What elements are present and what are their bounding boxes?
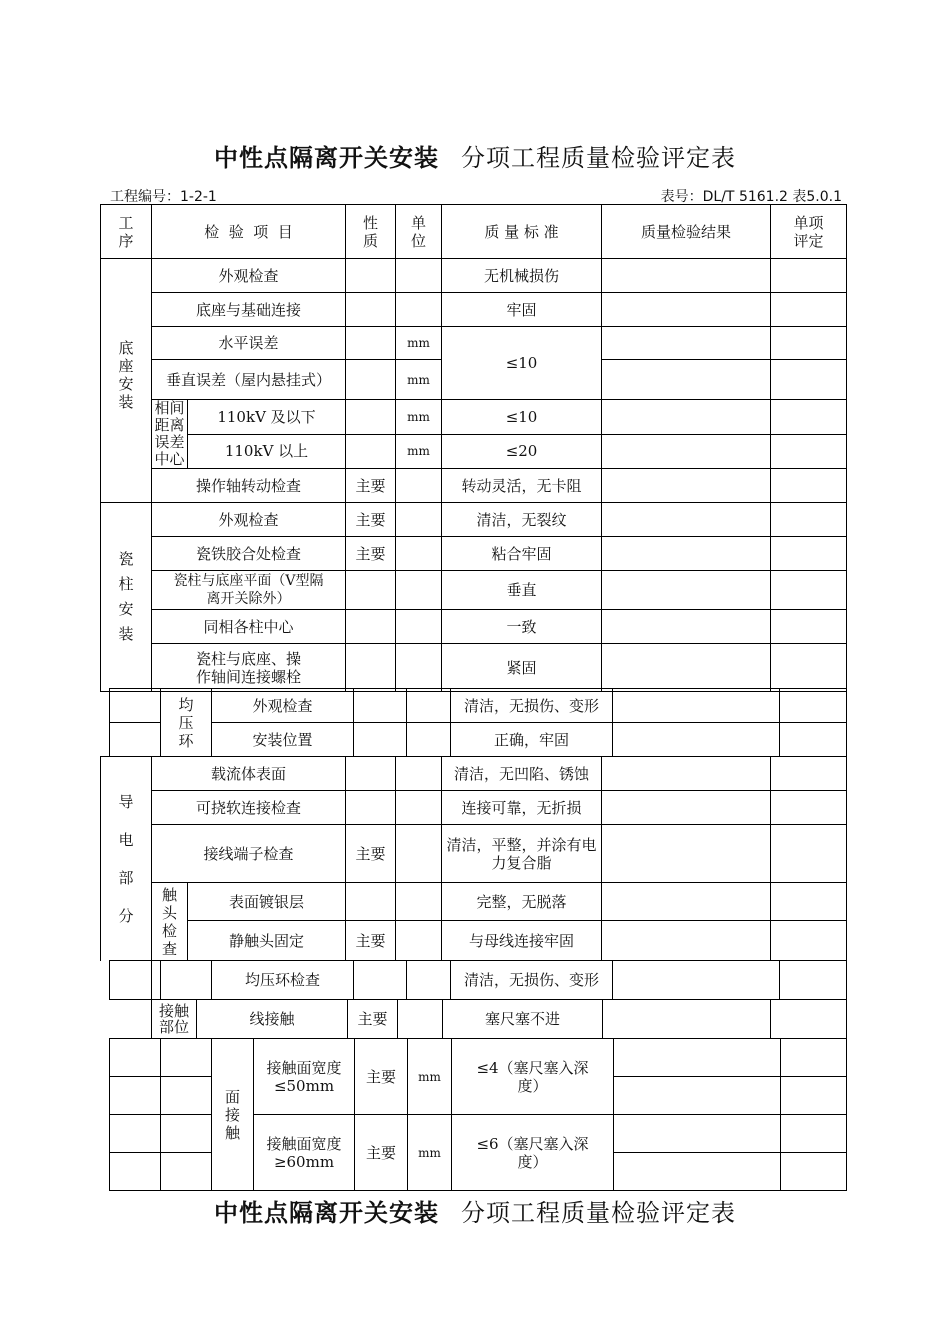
cell: [152, 961, 161, 1000]
eval-cell[interactable]: [781, 1039, 847, 1077]
result-cell[interactable]: [614, 1115, 781, 1153]
eval-cell[interactable]: [771, 360, 847, 400]
conductive-r1-item: 载流体表面: [152, 757, 346, 791]
conductive-r2-std: 连接可靠，无折损: [442, 791, 602, 825]
cell: [346, 791, 396, 825]
inspection-table-ring: [109, 688, 847, 757]
cell: [354, 723, 407, 757]
cell: [346, 400, 396, 435]
eval-cell[interactable]: [771, 825, 847, 883]
cell: [354, 961, 407, 1000]
group-ring: 均压环: [161, 689, 212, 757]
eval-cell[interactable]: [771, 610, 847, 644]
cell: [346, 571, 396, 610]
result-cell[interactable]: [602, 921, 771, 961]
conductive-r4-item: 表面镀银层: [188, 883, 346, 921]
eval-cell[interactable]: [771, 1000, 847, 1039]
porcelain-r5-std: 紧固: [442, 644, 602, 692]
title-bold-repeat: 中性点隔离开关安装: [214, 1199, 439, 1227]
header-result: 质量检验结果: [602, 205, 771, 259]
eval-cell[interactable]: [771, 571, 847, 610]
eval-cell[interactable]: [771, 469, 847, 503]
cell: [396, 644, 442, 692]
conductive-r8-item: 接触面宽度≤50mm: [254, 1039, 355, 1115]
eval-cell[interactable]: [771, 537, 847, 571]
cell: [110, 1077, 161, 1115]
result-cell[interactable]: [603, 1000, 771, 1039]
cell: [346, 434, 396, 469]
inspection-table-face-contact: [109, 1038, 847, 1191]
eval-cell[interactable]: [771, 259, 847, 293]
conductive-r7-std: 塞尺塞不进: [443, 1000, 603, 1039]
cell: [161, 1077, 212, 1115]
ring-r2-std: 正确，牢固: [451, 723, 613, 757]
result-cell[interactable]: [602, 434, 771, 469]
porcelain-r1-std: 清洁，无裂纹: [442, 503, 602, 537]
ring-r2-item: 安装位置: [212, 723, 354, 757]
base-r2-std: 牢固: [442, 293, 602, 327]
conductive-r9-nature: 主要: [355, 1115, 408, 1191]
cell: [396, 757, 442, 791]
base-r6-std: ≤20: [442, 434, 602, 469]
eval-cell[interactable]: [781, 1115, 847, 1153]
cell: [398, 1000, 443, 1039]
base-r6-unit: mm: [396, 434, 442, 469]
cell: [396, 293, 442, 327]
cell: [396, 259, 442, 293]
cell: [161, 961, 212, 1000]
conductive-r5-nature: 主要: [346, 921, 396, 961]
result-cell[interactable]: [602, 757, 771, 791]
base-r7-nature: 主要: [346, 469, 396, 503]
result-cell[interactable]: [602, 883, 771, 921]
eval-cell[interactable]: [771, 883, 847, 921]
base-r3-unit: mm: [396, 327, 442, 360]
cell: [161, 1153, 212, 1191]
conductive-r8-unit: mm: [408, 1039, 452, 1115]
result-cell[interactable]: [602, 537, 771, 571]
base-r4-unit: mm: [396, 360, 442, 400]
result-cell[interactable]: [614, 1153, 781, 1191]
cell: [346, 360, 396, 400]
conductive-r3-std: 清洁，平整，并涂有电力复合脂: [442, 825, 602, 883]
eval-cell[interactable]: [771, 757, 847, 791]
conductive-r4-std: 完整，无脱落: [442, 883, 602, 921]
result-cell[interactable]: [602, 360, 771, 400]
cell: [407, 961, 451, 1000]
porcelain-r2-nature: 主要: [346, 537, 396, 571]
result-cell[interactable]: [602, 610, 771, 644]
result-cell[interactable]: [602, 503, 771, 537]
face-group: 面接触: [212, 1039, 254, 1191]
cell: [407, 723, 451, 757]
cell: [110, 689, 161, 723]
base-r7-std: 转动灵活，无卡阻: [442, 469, 602, 503]
conductive-r9-unit: mm: [408, 1115, 452, 1191]
conductive-r5-std: 与母线连接牢固: [442, 921, 602, 961]
conductive-r7-nature: 主要: [348, 1000, 398, 1039]
cell: [346, 644, 396, 692]
eval-cell[interactable]: [780, 723, 847, 757]
result-cell[interactable]: [613, 723, 780, 757]
eval-cell[interactable]: [771, 327, 847, 360]
conductive-r3-item: 接线端子检查: [152, 825, 346, 883]
cell: [346, 327, 396, 360]
result-cell[interactable]: [602, 571, 771, 610]
conductive-r6-std: 清洁，无损伤、变形: [451, 961, 613, 1000]
cell: [161, 1115, 212, 1153]
page-title-repeat: [0, 1193, 950, 1228]
header-item: 检 验 项 目: [152, 205, 346, 259]
conductive-r6-item: 均压环检查: [212, 961, 354, 1000]
eval-cell[interactable]: [771, 293, 847, 327]
cell: [396, 469, 442, 503]
result-cell[interactable]: [614, 1039, 781, 1077]
cell: [346, 757, 396, 791]
eval-cell[interactable]: [780, 689, 847, 723]
cell: [110, 723, 161, 757]
cell: [346, 883, 396, 921]
eval-cell[interactable]: [771, 400, 847, 435]
title-thin: 分项工程质量检验评定表: [461, 144, 736, 172]
eval-cell[interactable]: [781, 1153, 847, 1191]
porcelain-r2-std: 粘合牢固: [442, 537, 602, 571]
ring-r1-std: 清洁，无损伤、变形: [451, 689, 613, 723]
cell: [161, 1039, 212, 1077]
result-cell[interactable]: [613, 961, 780, 1000]
cell: [396, 503, 442, 537]
title-bold: 中性点隔离开关安装: [214, 144, 439, 172]
base-r7-item: 操作轴转动检查: [152, 469, 346, 503]
ring-r1-item: 外观检查: [212, 689, 354, 723]
cell: [396, 537, 442, 571]
base-r4-item: 垂直误差（屋内悬挂式）: [152, 360, 346, 400]
contact-part: 接触部位: [152, 1000, 197, 1039]
base-r1-std: 无机械损伤: [442, 259, 602, 293]
page-title: [0, 138, 950, 173]
base-sub-group: 相间距离误差中心: [152, 400, 188, 469]
cell: [346, 610, 396, 644]
conductive-r9-std: ≤6（塞尺塞入深度）: [452, 1115, 614, 1191]
title-thin-repeat: 分项工程质量检验评定表: [461, 1199, 736, 1227]
inspection-table-ring-check: [109, 960, 847, 1000]
eval-cell[interactable]: [771, 791, 847, 825]
porcelain-r3-item: 瓷柱与底座平面（V型隔离开关除外）: [152, 571, 346, 610]
eval-cell[interactable]: [780, 961, 847, 1000]
base-r5-std: ≤10: [442, 400, 602, 435]
cell: [396, 825, 442, 883]
result-cell[interactable]: [614, 1077, 781, 1115]
porcelain-r1-item: 外观检查: [152, 503, 346, 537]
conductive-r2-item: 可挠软连接检查: [152, 791, 346, 825]
result-cell[interactable]: [602, 400, 771, 435]
porcelain-r4-item: 同相各柱中心: [152, 610, 346, 644]
porcelain-r3-std: 垂直: [442, 571, 602, 610]
eval-cell[interactable]: [771, 921, 847, 961]
conductive-r5-item: 静触头固定: [188, 921, 346, 961]
project-number: 工程编号：1-2-1: [110, 189, 217, 205]
cell: [396, 571, 442, 610]
cell: [396, 883, 442, 921]
group-conductive: 导电部分: [101, 757, 152, 961]
result-cell[interactable]: [602, 469, 771, 503]
conductive-r7-item: 线接触: [197, 1000, 348, 1039]
group-porcelain: 瓷柱安装: [101, 503, 152, 692]
inspection-table-line-contact: [151, 999, 847, 1039]
result-cell[interactable]: [602, 825, 771, 883]
header-seq: 工序: [101, 205, 152, 259]
result-cell[interactable]: [602, 327, 771, 360]
conductive-r3-nature: 主要: [346, 825, 396, 883]
cell: [110, 1153, 161, 1191]
contact-group: 触头检查: [152, 883, 188, 961]
base-r5-item: 110kV 及以下: [188, 400, 346, 435]
result-cell[interactable]: [613, 689, 780, 723]
header-eval: 单项评定: [771, 205, 847, 259]
base-r5-unit: mm: [396, 400, 442, 435]
porcelain-r4-std: 一致: [442, 610, 602, 644]
cell: [110, 961, 152, 1000]
header-unit: 单位: [396, 205, 442, 259]
cell: [407, 689, 451, 723]
cell: [396, 610, 442, 644]
base-r6-item: 110kV 以上: [188, 434, 346, 469]
porcelain-r1-nature: 主要: [346, 503, 396, 537]
cell: [110, 1115, 161, 1153]
cell: [396, 921, 442, 961]
conductive-r1-std: 清洁，无凹陷、锈蚀: [442, 757, 602, 791]
inspection-table-conductive: [100, 756, 847, 961]
conductive-r8-nature: 主要: [355, 1039, 408, 1115]
group-base: 底座安装: [101, 259, 152, 503]
form-number: 表号：DL/T 5161.2 表5.0.1: [660, 189, 842, 205]
result-cell[interactable]: [602, 791, 771, 825]
result-cell[interactable]: [602, 293, 771, 327]
porcelain-r5-item: 瓷柱与底座、操作轴间连接螺栓: [152, 644, 346, 692]
eval-cell[interactable]: [781, 1077, 847, 1115]
result-cell[interactable]: [602, 644, 771, 692]
result-cell[interactable]: [602, 259, 771, 293]
base-r34-std: ≤10: [442, 327, 602, 400]
base-r3-item: 水平误差: [152, 327, 346, 360]
conductive-r8-std: ≤4（塞尺塞入深度）: [452, 1039, 614, 1115]
cell: [396, 791, 442, 825]
cell: [346, 259, 396, 293]
base-r2-item: 底座与基础连接: [152, 293, 346, 327]
eval-cell[interactable]: [771, 644, 847, 692]
eval-cell[interactable]: [771, 434, 847, 469]
inspection-table-top: [100, 204, 847, 692]
header-standard: 质 量 标 准: [442, 205, 602, 259]
cell: [354, 689, 407, 723]
conductive-r9-item: 接触面宽度≥60mm: [254, 1115, 355, 1191]
base-r1-item: 外观检查: [152, 259, 346, 293]
porcelain-r2-item: 瓷铁胶合处检查: [152, 537, 346, 571]
cell: [346, 293, 396, 327]
eval-cell[interactable]: [771, 503, 847, 537]
cell: [110, 1039, 161, 1077]
header-nature: 性质: [346, 205, 396, 259]
